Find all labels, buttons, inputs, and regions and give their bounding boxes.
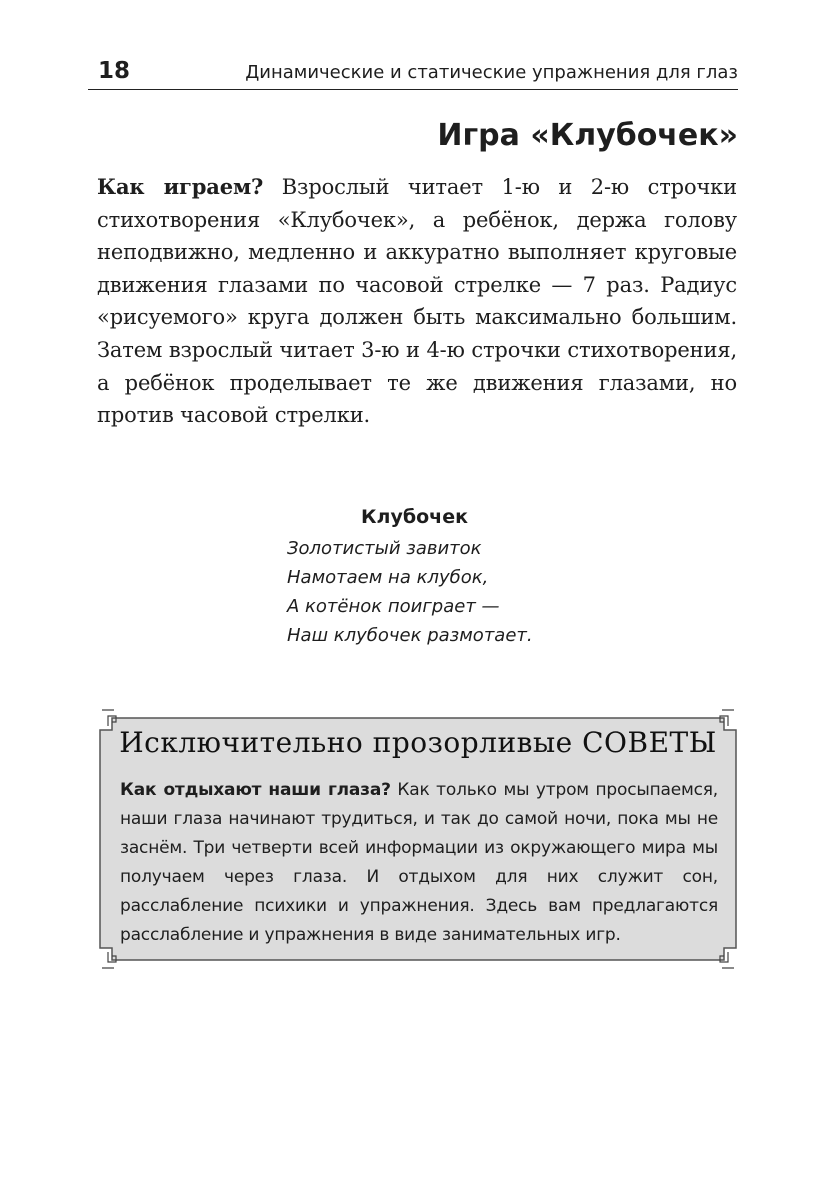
instructions-body: Взрослый читает 1-ю и 2-ю строчки стихотворения «Клубочек», а ребёнок, держа голову неподвижно, медленно и аккуратно выполняет круговые движения глазами по часовой стрелке — 7 раз. Радиус «рисуемого» круга должен быть максимально большим. Затем взрослый читает 3-ю и 4-ю строчки стихотворения, а ребёнок проделывает те же движения глазами, но против часовой стрелки. <box>97 175 738 428</box>
section-title: Игра «Клубочек» <box>437 118 738 153</box>
tips-box <box>90 706 746 972</box>
poem-title: Клубочек <box>361 506 468 528</box>
instructions-paragraph <box>97 171 737 432</box>
tips-body: Как только мы утром просыпаемся, наши глаза начинают трудиться, и так до самой ночи, пока мы не заснём. Три четверти всей информации из окружающего мира мы получаем через глаза. И отдыхом для них служит сон, расслабление психики и упражнения. Здесь вам предлагаются расслабление и упражнения в виде занимательных игр. <box>120 780 718 945</box>
poem <box>287 506 647 650</box>
poem-line: Золотистый завиток <box>287 538 482 559</box>
page-number: 18 <box>98 58 131 84</box>
tips-title: Исключительно прозорливые СОВЕТЫ <box>119 726 717 759</box>
poem-line: Намотаем на клубок, <box>287 567 489 588</box>
header-rule <box>88 89 738 90</box>
tips-lead: Как отдыхают наши глаза? <box>120 780 391 800</box>
poem-line: А котёнок поиграет — <box>287 596 500 617</box>
tips-paragraph <box>120 776 718 950</box>
page-header <box>88 52 738 92</box>
poem-line: Наш клубочек размотает. <box>287 625 533 646</box>
running-title: Динамические и статические упражнения для глаз <box>245 62 738 83</box>
instructions-lead: Как играем? <box>97 174 264 199</box>
